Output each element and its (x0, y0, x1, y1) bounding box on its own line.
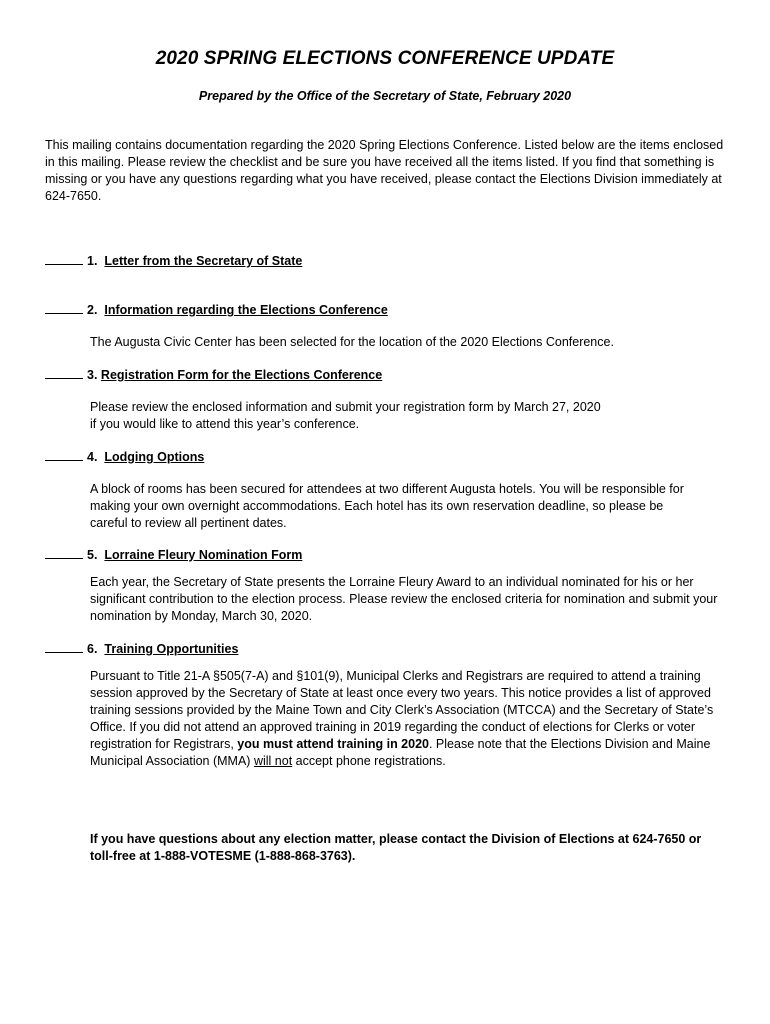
item-6-bold-requirement: you must attend training in 2020 (237, 737, 429, 751)
item-title: Information regarding the Elections Conference (104, 303, 388, 317)
checklist-item-1 (45, 253, 302, 268)
item-title: Lodging Options (104, 450, 205, 464)
item-number: 2. (87, 303, 98, 317)
checkbox-blank-6[interactable] (45, 641, 83, 653)
item-number: 4. (87, 450, 98, 464)
checklist-item-3 (45, 367, 382, 382)
item-number: 6. (87, 642, 98, 656)
item-3-body-line-2: if you would like to attend this year’s conference. (90, 417, 360, 431)
item-6-underlined-text: will not (253, 754, 293, 768)
item-title: Registration Form for the Elections Conference (100, 368, 383, 382)
intro-paragraph: This mailing contains documentation regarding the 2020 Spring Elections Conference. Listed below are the items enclosed in this mailing. Please review the checklist and be sure you have received all the items listed. If you find that something is missing or you have any questions regarding what you have received, please contact the Elections Division immediately at 624-7650. (45, 138, 724, 203)
item-number: 1. (87, 254, 98, 268)
checkbox-blank-3[interactable] (45, 367, 83, 379)
item-6-text-part-1: Pursuant to Title 21-A §505(7-A) and §101(9), Municipal Clerks and Registrars are required to attend a training session approved by the Secretary of State at least once every two years. This notice provides a list of approved training sessions provided by the Maine Town and City Clerk’s Association (MTCCA) and the Secretary of State’s Office. If you did not attend an approved training in 2019 regarding the conduct of elections for Clerks or voter registration for Registrars, (90, 669, 714, 751)
document-subtitle: Prepared by the Office of the Secretary of State, February 2020 (198, 89, 572, 103)
item-6-body (90, 668, 730, 770)
item-title: Training Opportunities (104, 642, 239, 656)
item-6-paragraph (90, 668, 730, 770)
item-4-body: A block of rooms has been secured for attendees at two different Augusta hotels. You will be responsible for making your own overnight accommodations. Each hotel has its own reservation deadline, so please be careful to review all pertinent dates. (90, 482, 684, 530)
checklist-item-2 (45, 302, 388, 317)
item-title: Lorraine Fleury Nomination Form (104, 548, 303, 562)
checkbox-blank-2[interactable] (45, 302, 83, 314)
item-title: Letter from the Secretary of State (104, 254, 303, 268)
document-title: 2020 SPRING ELECTIONS CONFERENCE UPDATE (155, 48, 615, 69)
item-3-body-line-1: Please review the enclosed information and submit your registration form by March 27, 2020 (90, 400, 601, 414)
checklist-item-5 (45, 547, 302, 562)
checkbox-blank-5[interactable] (45, 547, 83, 559)
closing-contact-note: If you have questions about any election matter, please contact the Division of Elections at 624-7650 or toll-free at 1-888-VOTESME (1-888-868-3763). (90, 832, 702, 863)
checklist-item-4 (45, 449, 204, 464)
item-2-body: The Augusta Civic Center has been selected for the location of the 2020 Elections Conference. (90, 335, 614, 349)
checkbox-blank-4[interactable] (45, 449, 83, 461)
item-6-text-part-2: . Please note that the Elections Division and Maine Municipal Association (MMA) (90, 737, 711, 768)
item-number: 3. (87, 368, 98, 382)
item-3-body (90, 399, 730, 433)
checkbox-blank-1[interactable] (45, 253, 83, 265)
item-6-text-part-3: accept phone registrations. (292, 754, 446, 768)
item-number: 5. (87, 548, 98, 562)
checklist-item-6 (45, 641, 238, 656)
item-5-body: Each year, the Secretary of State presents the Lorraine Fleury Award to an individual nominated for his or her significant contribution to the election process. Please review the enclosed criteria for nomination and submit your nomination by Monday, March 30, 2020. (90, 575, 718, 623)
